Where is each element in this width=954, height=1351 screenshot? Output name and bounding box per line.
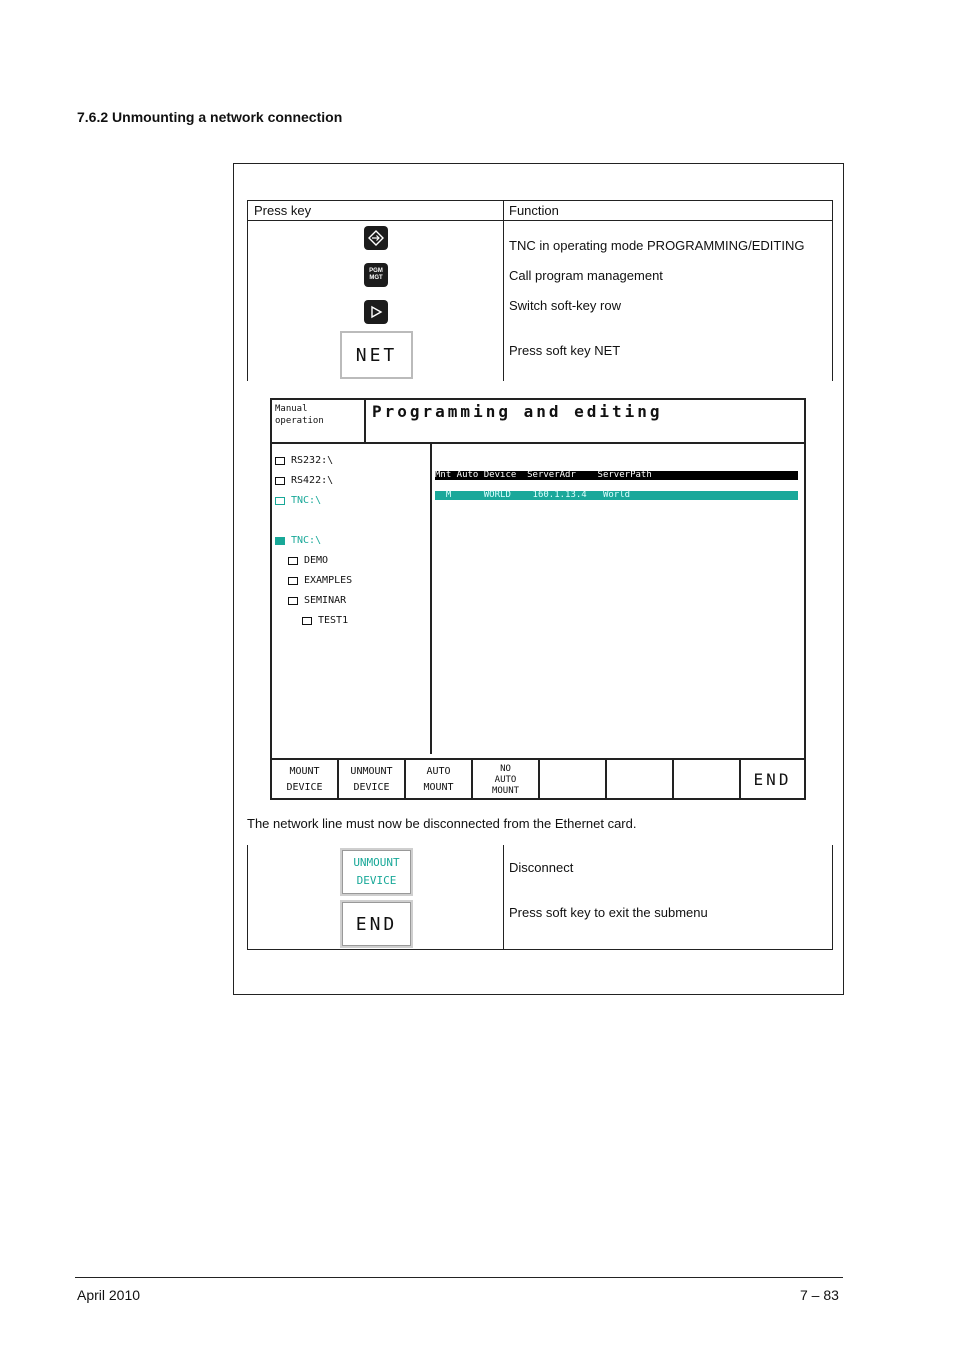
tree-root[interactable] xyxy=(275,535,321,546)
column-divider xyxy=(503,201,504,381)
mount-device-softkey[interactable] xyxy=(272,760,339,800)
softkey-label: MOUNT xyxy=(491,785,520,796)
mode-line-1: Manual xyxy=(275,404,308,414)
footer-rule xyxy=(75,1277,843,1278)
tnc-screen xyxy=(270,398,806,800)
function-press-net: Press soft key NET xyxy=(509,343,621,358)
drive-rs422-label: RS422:\ xyxy=(291,475,334,486)
header-function: Function xyxy=(509,203,559,218)
drive-icon xyxy=(275,497,285,505)
next-softkey-row-key-icon[interactable] xyxy=(364,300,388,324)
drive-rs232-label: RS232:\ xyxy=(291,455,334,466)
tree-item-examples[interactable] xyxy=(288,575,352,586)
network-list-row[interactable]: M WORLD 160.1.13.4 World xyxy=(435,491,798,500)
header-press-key: Press key xyxy=(254,203,312,218)
footer-date: April 2010 xyxy=(77,1287,141,1303)
drive-tnc[interactable] xyxy=(275,495,321,506)
screen-title: Programming and editing xyxy=(372,402,663,421)
page-number: 7 – 83 xyxy=(800,1287,839,1303)
net-softkey[interactable] xyxy=(340,331,413,379)
tree-root-label: TNC:\ xyxy=(291,535,322,546)
end-key[interactable] xyxy=(340,900,413,948)
key-table-2 xyxy=(247,845,833,950)
mode-indicator xyxy=(272,400,366,444)
net-softkey-label: NET xyxy=(355,344,398,366)
softkey-label: UNMOUNT xyxy=(350,766,393,777)
drive-rs232[interactable] xyxy=(275,455,333,466)
tree-item-label: TEST1 xyxy=(318,615,349,626)
open-folder-icon xyxy=(275,537,285,545)
softkey-label: NO xyxy=(500,763,511,774)
mode-line-2: operation xyxy=(275,416,324,426)
end-softkey[interactable] xyxy=(741,760,804,800)
empty-softkey xyxy=(540,760,607,800)
auto-mount-softkey[interactable] xyxy=(406,760,473,800)
tree-item-label: SEMINAR xyxy=(304,595,347,606)
computer-icon xyxy=(275,477,285,485)
softkey-label: MOUNT xyxy=(289,766,320,777)
tree-item-label: EXAMPLES xyxy=(304,575,353,586)
tree-item-demo[interactable] xyxy=(288,555,328,566)
tree-item-label: DEMO xyxy=(304,555,329,566)
key-label: UNMOUNT xyxy=(353,856,400,869)
folder-icon xyxy=(288,577,298,585)
function-programming-mode: TNC in operating mode PROGRAMMING/EDITING xyxy=(509,238,805,253)
drive-rs422[interactable] xyxy=(275,475,333,486)
softkey-label: DEVICE xyxy=(353,782,390,793)
unmount-device-key[interactable] xyxy=(340,848,413,896)
softkey-label: MOUNT xyxy=(423,782,454,793)
softkey-label: DEVICE xyxy=(286,782,323,793)
floppy-icon xyxy=(275,457,285,465)
section-heading: 7.6.2 Unmounting a network connection xyxy=(77,109,343,125)
drive-tnc-label: TNC:\ xyxy=(291,495,322,506)
folder-icon xyxy=(288,557,298,565)
softkey-label: END xyxy=(753,770,792,789)
network-list-header: Mnt Auto Device ServerAdr ServerPath xyxy=(435,471,798,480)
column-divider xyxy=(503,845,504,949)
empty-softkey xyxy=(607,760,674,800)
function-disconnect: Disconnect xyxy=(509,860,574,875)
key-label: END xyxy=(355,913,398,935)
pgm-mgt-key[interactable] xyxy=(364,263,388,287)
folder-icon xyxy=(302,617,312,625)
function-call-pgm-mgt: Call program management xyxy=(509,268,663,283)
softkey-label: AUTO xyxy=(426,766,451,777)
empty-softkey xyxy=(674,760,741,800)
instruction-note: The network line must now be disconnected from the Ethernet card. xyxy=(247,816,637,831)
unmount-device-softkey[interactable] xyxy=(339,760,406,800)
no-auto-mount-softkey[interactable] xyxy=(473,760,540,800)
softkey-row xyxy=(272,758,804,798)
key-label: DEVICE xyxy=(356,874,397,887)
tree-item-test1[interactable] xyxy=(302,615,348,626)
function-switch-row: Switch soft-key row xyxy=(509,298,621,313)
programming-mode-key-icon[interactable] xyxy=(364,226,388,250)
tree-item-seminar[interactable] xyxy=(288,595,346,606)
function-exit-submenu: Press soft key to exit the submenu xyxy=(509,905,708,920)
softkey-label: AUTO xyxy=(494,774,517,785)
folder-icon xyxy=(288,597,298,605)
pgm-mgt-label: PGM MGT xyxy=(369,268,383,281)
key-table xyxy=(247,200,833,381)
